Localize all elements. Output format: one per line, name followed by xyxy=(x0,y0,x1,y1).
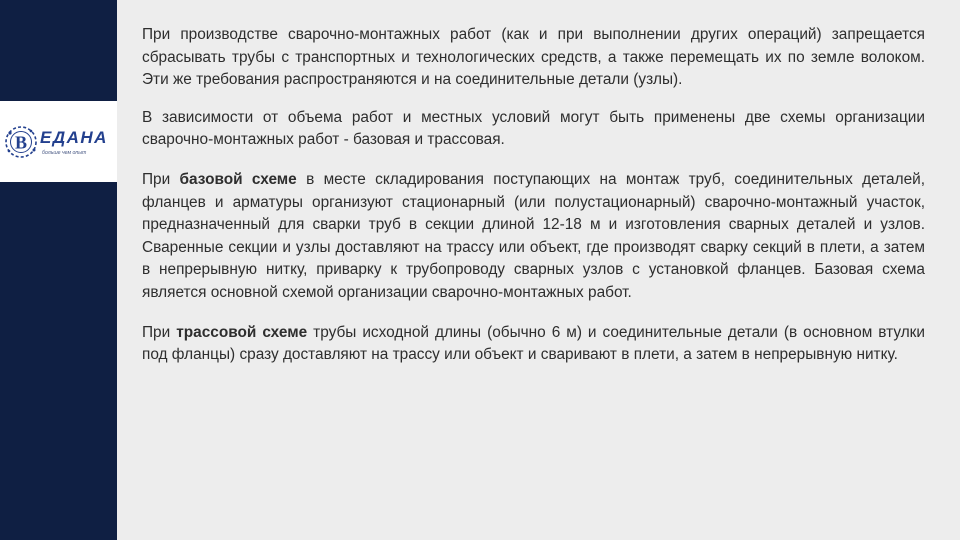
paragraph-2: В зависимости от объема работ и местных условий могут быть применены две схемы организации сварочно-монтажных работ - базовая и трассовая. xyxy=(142,108,925,149)
paragraph-4-prefix: При xyxy=(142,323,177,341)
paragraph-3-body: в месте складирования поступающих на монтаж труб, соединительных деталей, фланцев и арматуры организуют стационарный (или полустационарный) сварочно-монтажный участок, предназначенный для сварки труб в секции длиной 12-18 м и изготовления сварных деталей и узлов. Сваренные секции и узлы доставляют на трассу или объект, где производят сварку секций в плети, а затем в непрерывную нитку, приварку к трубопроводу сварных узлов с установкой фланцев. Базовая схема является основной схемой организации сварочно-монтажных работ. xyxy=(142,170,926,301)
logo-wordmark: ЕДАНА xyxy=(40,128,108,147)
logo xyxy=(0,101,117,182)
paragraph-1: При производстве сварочно-монтажных работ (как и при выполнении других операций) запрещается сбрасывать трубы с транспортных и технологических средств, а также перемещать их по земле волоком. Эти же требования распространяются и на соединительные детали (узлы). xyxy=(142,26,925,89)
paragraph-4-body: трубы исходной длины (обычно 6 м) и соединительные детали (в основном втулки под фланцы) сразу доставляют на трассу или объект и сваривают в плети, а затем в непрерывную нитку. xyxy=(142,323,926,364)
svg-text:B: B xyxy=(14,132,28,153)
logo-tagline: больше чем опыт xyxy=(42,150,87,156)
paragraph-3 xyxy=(142,169,925,305)
paragraph-3-prefix: При xyxy=(142,170,180,188)
logo-emblem-icon xyxy=(2,123,40,161)
paragraph-4 xyxy=(142,322,925,367)
paragraph-4-bold-term: трассовой схеме xyxy=(176,323,308,341)
paragraph-3-bold-term: базовой схеме xyxy=(179,170,297,188)
main-content xyxy=(142,24,925,367)
sidebar xyxy=(0,0,117,540)
